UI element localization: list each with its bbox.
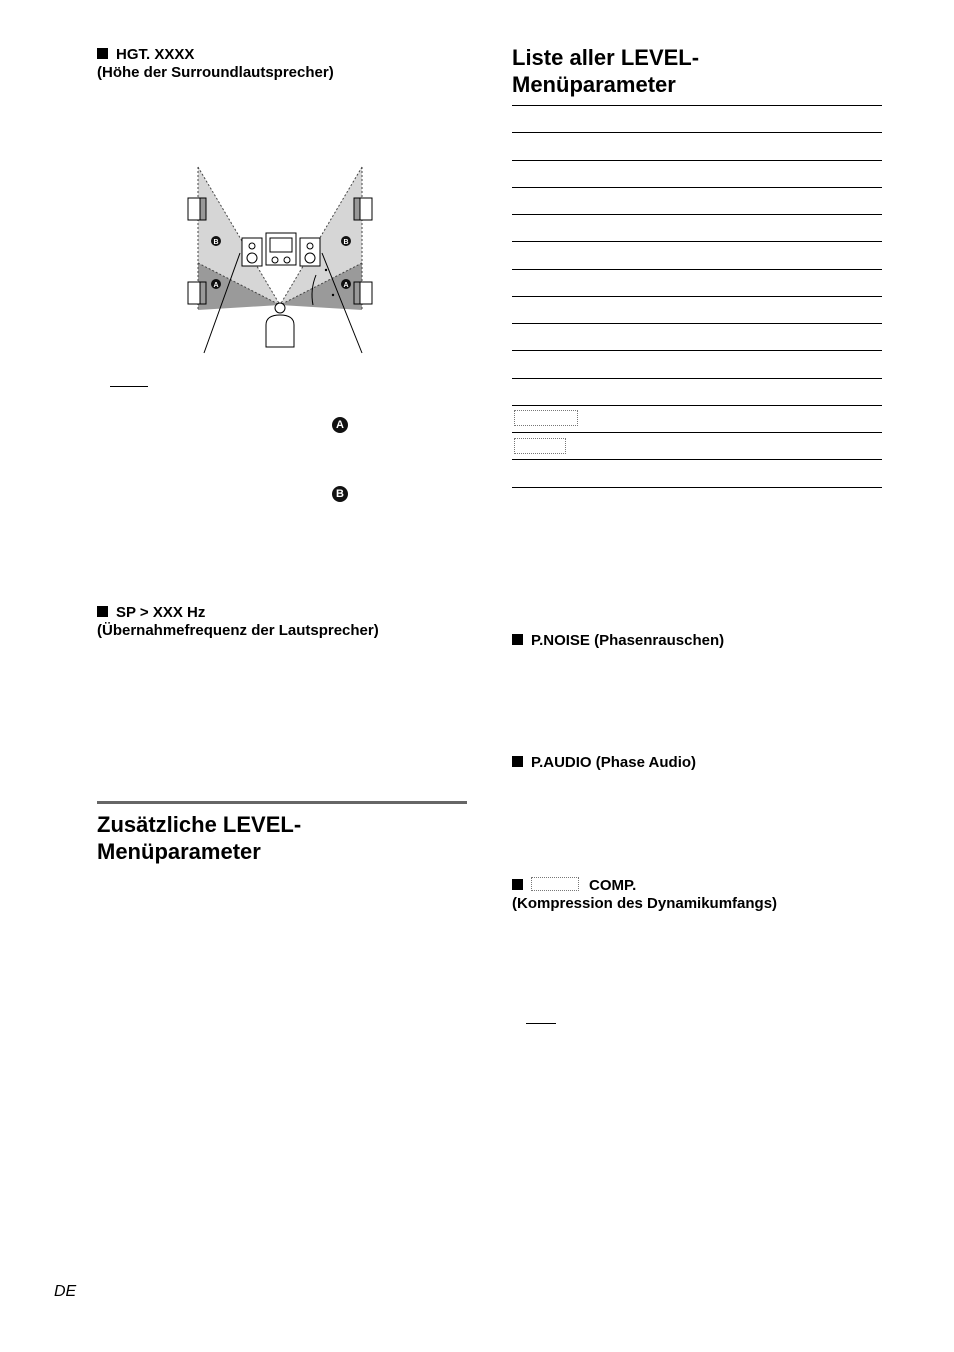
- heading-pnoise: P.NOISE (Phasenrauschen): [512, 632, 724, 650]
- bullet-square-icon: [97, 606, 108, 617]
- table-rule: [512, 487, 882, 488]
- bullet-square-icon: [512, 756, 523, 767]
- bullet-square-icon: [512, 879, 523, 890]
- table-rule: [512, 241, 882, 242]
- heading-sp: SP > XXX Hz (Übernahmefrequenz der Lautsprecher): [97, 604, 379, 639]
- bullet-square-icon: [512, 634, 523, 645]
- heading-comp: COMP. (Kompression des Dynamikumfangs): [512, 877, 778, 912]
- table-rule: [512, 432, 882, 433]
- front-speaker-left: [242, 238, 262, 266]
- section-title-level-list: Liste aller LEVEL- Menüparameter: [512, 45, 700, 97]
- diagram-label-a-right: [341, 279, 351, 289]
- table-rule: [512, 269, 882, 270]
- speaker-placement-diagram: [180, 165, 390, 360]
- svg-text:A: A: [213, 282, 219, 289]
- front-speaker-right: [300, 238, 320, 266]
- heading-paudio: P.AUDIO (Phase Audio): [512, 754, 696, 772]
- tv-center-speaker: [266, 233, 296, 265]
- table-rule: [512, 214, 882, 215]
- table-rule: [512, 459, 882, 460]
- svg-text:A: A: [343, 282, 349, 289]
- table-rule: [512, 350, 882, 351]
- dotted-mark-icon: [514, 410, 578, 426]
- table-rule: [512, 132, 882, 133]
- section-rule-left: [97, 801, 467, 804]
- table-rule: [512, 105, 882, 106]
- note-underline: [110, 386, 148, 387]
- table-rule: [512, 160, 882, 161]
- surround-speaker-upper-left: [188, 198, 206, 220]
- listener-icon: [266, 303, 294, 347]
- svg-text:B: B: [213, 239, 219, 246]
- diagram-label-a-left: [211, 279, 221, 289]
- table-rule: [512, 405, 882, 406]
- page-language-code: DE: [54, 1283, 77, 1300]
- table-rule: [512, 378, 882, 379]
- marker-b-icon: B: [332, 486, 348, 502]
- section-title-additional-level: Zusätzliche LEVEL- Menüparameter: [97, 812, 302, 864]
- diagram-label-b-left: [211, 236, 221, 246]
- surround-speaker-lower-left: [188, 282, 206, 304]
- marker-a-icon: A: [332, 417, 348, 433]
- table-rule: [512, 323, 882, 324]
- table-rule: [512, 187, 882, 188]
- surround-speaker-lower-right: [354, 282, 372, 304]
- svg-text:B: B: [343, 239, 349, 246]
- diagram-label-b-right: [341, 236, 351, 246]
- table-rule: [512, 296, 882, 297]
- bullet-square-icon: [97, 48, 108, 59]
- dotted-mark-icon: [531, 877, 579, 891]
- surround-speaker-upper-right: [354, 198, 372, 220]
- note-underline: [526, 1023, 556, 1024]
- dotted-mark-icon: [514, 438, 566, 454]
- heading-hgt: HGT. XXXX (Höhe der Surroundlautsprecher): [97, 46, 334, 81]
